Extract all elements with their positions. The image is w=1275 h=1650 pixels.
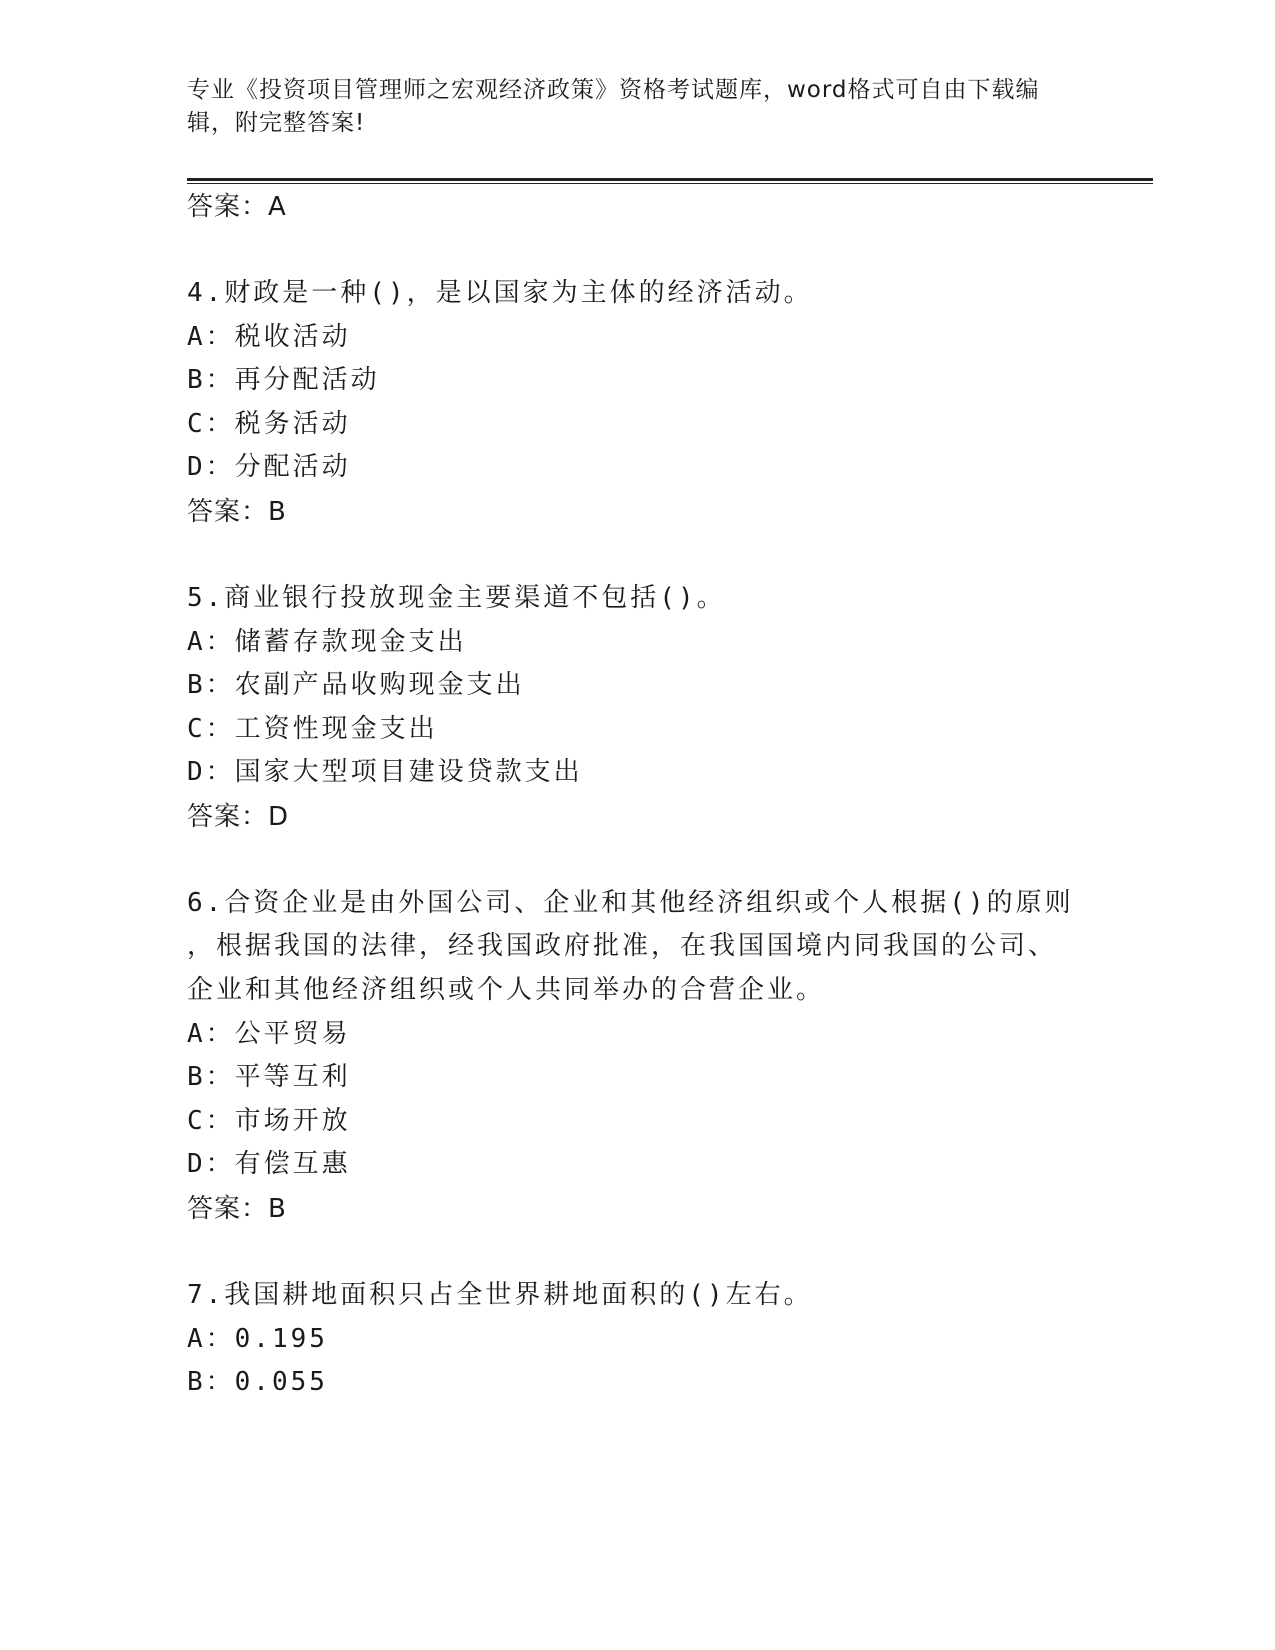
option-c: C：市场开放: [187, 1106, 351, 1136]
option-b: B：平等互利: [187, 1062, 351, 1092]
answer: 答案：B: [187, 497, 287, 527]
answer: 答案：D: [187, 802, 290, 832]
option-a: A：储蓄存款现金支出: [187, 627, 467, 657]
question-stem-line-1: 6.合资企业是由外国公司、企业和其他经济组织或个人根据()的原则: [187, 888, 1074, 918]
question-stem: 7.我国耕地面积只占全世界耕地面积的()左右。: [187, 1280, 813, 1310]
option-d: D：有偿互惠: [187, 1149, 351, 1179]
question-stem: 5.商业银行投放现金主要渠道不包括()。: [187, 583, 726, 613]
option-a: A：0.195: [187, 1324, 328, 1354]
option-c: C：税务活动: [187, 409, 351, 439]
header-intro: 专业《投资项目管理师之宏观经济政策》资格考试题库，word格式可自由下载编辑，附完整答案!: [187, 77, 1040, 136]
option-b: B：农副产品收购现金支出: [187, 670, 525, 700]
option-a: A：税收活动: [187, 322, 351, 352]
question-stem-line-3: 企业和其他经济组织或个人共同举办的合营企业。: [187, 975, 826, 1005]
option-d: D：国家大型项目建设贷款支出: [187, 757, 583, 787]
question-stem-line-2: ，根据我国的法律，经我国政府批准，在我国国境内同我国的公司、: [187, 931, 1058, 961]
option-b: B：再分配活动: [187, 365, 380, 395]
option-a: A：公平贸易: [187, 1019, 351, 1049]
header-rule-thin: [187, 183, 1153, 184]
option-d: D：分配活动: [187, 452, 351, 482]
answer-prev: 答案：A: [187, 192, 287, 222]
question-stem: 4.财政是一种()，是以国家为主体的经济活动。: [187, 278, 813, 308]
option-c: C：工资性现金支出: [187, 714, 438, 744]
answer: 答案：B: [187, 1194, 287, 1224]
option-b: B：0.055: [187, 1367, 328, 1397]
header-rule-thick: [187, 178, 1153, 181]
